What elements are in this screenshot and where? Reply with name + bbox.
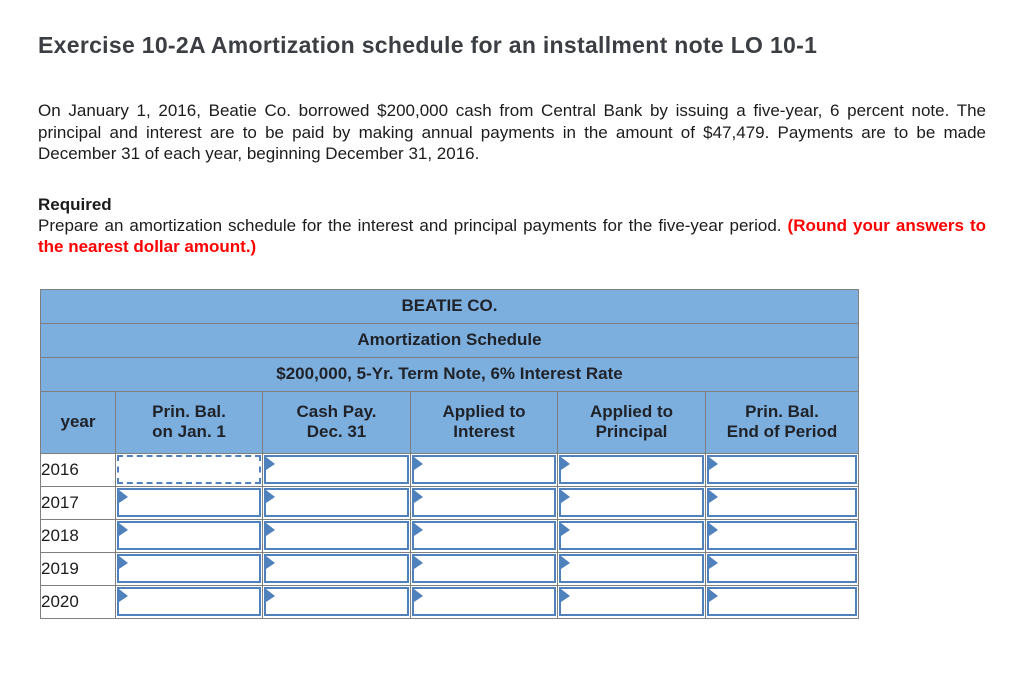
input-cell-2018-prin-bal-jan1[interactable] (116, 519, 263, 552)
input-cell-2016-prin-bal-end[interactable] (706, 453, 859, 486)
cell-flag-icon (414, 523, 423, 536)
input-box[interactable] (117, 587, 261, 616)
amortization-table (40, 289, 859, 619)
year-label: 2020 (41, 585, 116, 618)
table-row-2016 (41, 453, 859, 486)
input-box[interactable] (264, 455, 409, 484)
input-box[interactable] (264, 488, 409, 517)
page-title: Exercise 10-2A Amortization schedule for an installment note LO 10-1 (38, 32, 818, 58)
input-box[interactable] (412, 488, 556, 517)
cell-flag-icon (561, 457, 570, 470)
input-box[interactable] (412, 587, 556, 616)
input-box[interactable] (412, 521, 556, 550)
input-cell-2017-prin-bal-jan1[interactable] (116, 486, 263, 519)
column-header-line: End of Period (726, 422, 838, 441)
input-cell-2018-applied-principal[interactable] (558, 519, 706, 552)
cell-flag-icon (119, 523, 128, 536)
input-box[interactable] (707, 554, 857, 583)
input-cell-2017-applied-interest[interactable] (411, 486, 558, 519)
input-cell-2017-applied-principal[interactable] (558, 486, 706, 519)
amortization-table-container (40, 289, 986, 619)
problem-statement: On January 1, 2016, Beatie Co. borrowed $200,000 cash from Central Bank by issuing a five-year, 6 percent note. The principal and interest are to be paid by making annual payments in the amount of $47,479. Payments are to be made December 31 of each year, beginning December 31, 2016. (38, 101, 986, 163)
required-instruction (38, 215, 986, 258)
input-box[interactable] (559, 587, 704, 616)
selected-input-box[interactable] (117, 455, 261, 484)
cell-flag-icon (414, 490, 423, 503)
input-box[interactable] (707, 587, 857, 616)
input-box[interactable] (707, 455, 857, 484)
column-header-prin-bal-jan1 (116, 391, 263, 453)
input-cell-2018-cash-pay[interactable] (263, 519, 411, 552)
cell-flag-icon (266, 556, 275, 569)
cell-flag-icon (561, 589, 570, 602)
table-note-caption: $200,000, 5-Yr. Term Note, 6% Interest Rate (41, 357, 859, 391)
input-cell-2020-applied-interest[interactable] (411, 585, 558, 618)
year-label: 2018 (41, 519, 116, 552)
cell-flag-icon (119, 589, 128, 602)
cell-flag-icon (266, 523, 275, 536)
rounding-note: (Round your answers to the nearest dollar amount.) (38, 215, 987, 256)
input-box[interactable] (559, 554, 704, 583)
cell-flag-icon (709, 457, 718, 470)
input-cell-2019-prin-bal-jan1[interactable] (116, 552, 263, 585)
required-section (38, 195, 986, 258)
cell-flag-icon (561, 523, 570, 536)
column-header-year: year (41, 391, 116, 453)
input-cell-2016-applied-principal[interactable] (558, 453, 706, 486)
input-box[interactable] (264, 587, 409, 616)
cell-flag-icon (119, 490, 128, 503)
column-header-cash-pay (263, 391, 411, 453)
input-cell-2017-cash-pay[interactable] (263, 486, 411, 519)
table-company-title: BEATIE CO. (41, 289, 859, 323)
input-box[interactable] (559, 455, 704, 484)
input-cell-2018-prin-bal-end[interactable] (706, 519, 859, 552)
input-cell-2020-prin-bal-end[interactable] (706, 585, 859, 618)
input-box[interactable] (412, 455, 556, 484)
input-box[interactable] (117, 488, 261, 517)
input-cell-2016-applied-interest[interactable] (411, 453, 558, 486)
column-header-line: on Jan. 1 (152, 422, 226, 441)
year-label: 2017 (41, 486, 116, 519)
column-header-applied-interest (411, 391, 558, 453)
table-subtitle: Amortization Schedule (41, 323, 859, 357)
column-header-prin-bal-end (706, 391, 859, 453)
input-cell-2017-prin-bal-end[interactable] (706, 486, 859, 519)
input-box[interactable] (264, 554, 409, 583)
cell-flag-icon (414, 556, 423, 569)
column-header-line: Applied to (442, 402, 526, 421)
required-heading: Required (38, 194, 112, 214)
table-row-2020 (41, 585, 859, 618)
input-cell-2020-cash-pay[interactable] (263, 585, 411, 618)
column-header-line: Applied to (589, 402, 674, 421)
column-header-applied-principal (558, 391, 706, 453)
cell-flag-icon (709, 523, 718, 536)
input-cell-2019-cash-pay[interactable] (263, 552, 411, 585)
cell-flag-icon (119, 556, 128, 569)
table-row-2018 (41, 519, 859, 552)
column-header-line: Prin. Bal. (745, 402, 819, 421)
cell-flag-icon (414, 457, 423, 470)
input-cell-2020-prin-bal-jan1[interactable] (116, 585, 263, 618)
year-label: 2016 (41, 453, 116, 486)
column-header-line: Cash Pay. (296, 402, 377, 421)
table-row-2019 (41, 552, 859, 585)
column-header-line: Interest (453, 422, 515, 441)
input-box[interactable] (412, 554, 556, 583)
input-cell-2016-prin-bal-jan1[interactable] (116, 453, 263, 486)
input-box[interactable] (559, 488, 704, 517)
cell-flag-icon (561, 556, 570, 569)
cell-flag-icon (266, 490, 275, 503)
column-header-line: Dec. 31 (306, 422, 367, 441)
cell-flag-icon (266, 589, 275, 602)
input-cell-2018-applied-interest[interactable] (411, 519, 558, 552)
cell-flag-icon (561, 490, 570, 503)
input-cell-2019-applied-interest[interactable] (411, 552, 558, 585)
cell-flag-icon (709, 589, 718, 602)
column-header-line: Prin. Bal. (152, 402, 226, 421)
input-cell-2019-applied-principal[interactable] (558, 552, 706, 585)
input-box[interactable] (264, 521, 409, 550)
cell-flag-icon (414, 589, 423, 602)
input-cell-2016-cash-pay[interactable] (263, 453, 411, 486)
input-box[interactable] (117, 554, 261, 583)
table-row-2017 (41, 486, 859, 519)
cell-flag-icon (266, 457, 275, 470)
column-header-line: Principal (595, 422, 668, 441)
input-box[interactable] (707, 521, 857, 550)
input-box[interactable] (117, 521, 261, 550)
input-box[interactable] (559, 521, 704, 550)
required-instruction-text: Prepare an amortization schedule for the interest and principal payments for the five-year period. (38, 215, 782, 235)
cell-flag-icon (709, 490, 718, 503)
year-label: 2019 (41, 552, 116, 585)
input-cell-2019-prin-bal-end[interactable] (706, 552, 859, 585)
input-box[interactable] (707, 488, 857, 517)
cell-flag-icon (709, 556, 718, 569)
input-cell-2020-applied-principal[interactable] (558, 585, 706, 618)
